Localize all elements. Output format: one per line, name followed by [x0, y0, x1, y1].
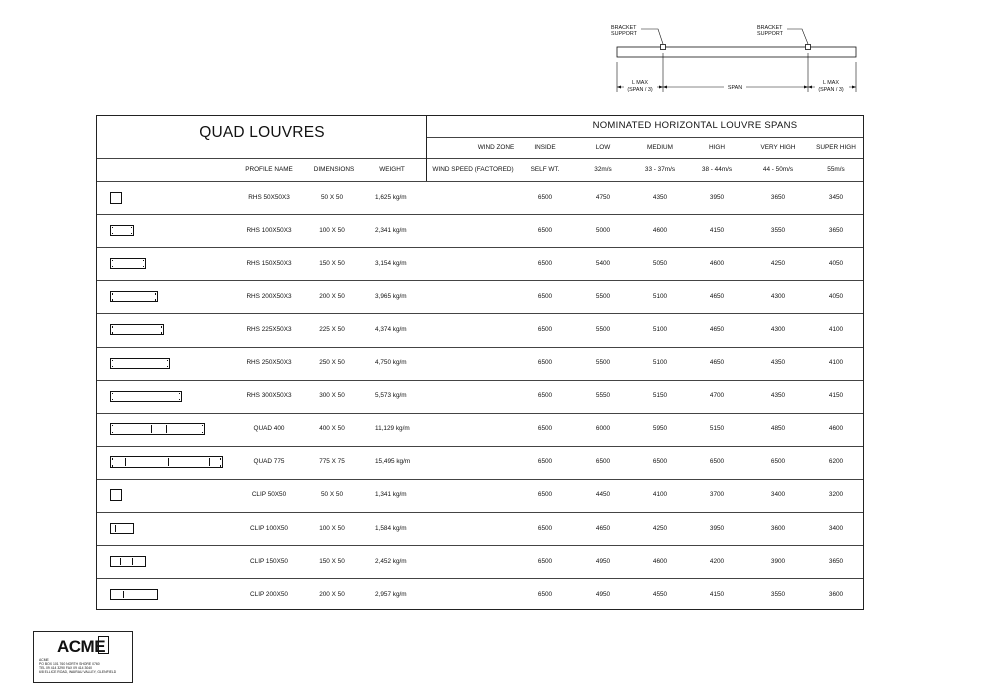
wind-speed-header: 32m/s [594, 166, 612, 173]
profile-section-icon [110, 291, 158, 302]
profile-dimensions: 200 X 50 [319, 590, 345, 598]
profile-section-icon [110, 324, 164, 335]
profile-name: RHS 250X50X3 [246, 359, 292, 367]
zone-header: INSIDE [534, 144, 556, 151]
span-value: 6500 [595, 458, 611, 466]
divider-header [97, 158, 863, 159]
profile-section-icon [110, 523, 134, 534]
company-title-block [33, 631, 133, 683]
row-divider [97, 578, 863, 579]
span-value: 4650 [595, 524, 611, 532]
span-value: 6500 [537, 359, 553, 367]
span-value: 4650 [709, 292, 725, 300]
profile-section-icon [110, 589, 158, 600]
bracket-label-right-1: BRACKET [757, 25, 783, 31]
row-divider [97, 347, 863, 348]
col-header-weight: WEIGHT [379, 166, 405, 173]
span-value: 3550 [770, 590, 786, 598]
span-value: 4350 [770, 359, 786, 367]
profile-dimensions: 50 X 50 [320, 491, 344, 499]
wind-zone-label: WIND ZONE [477, 144, 515, 151]
bracket-leader-left [641, 29, 663, 44]
span-value: 4950 [595, 557, 611, 565]
profile-name: RHS 300X50X3 [246, 392, 292, 400]
span-value: 4350 [770, 392, 786, 400]
profile-weight: 4,750 kg/m [375, 359, 407, 367]
profile-dimensions: 300 X 50 [319, 392, 345, 400]
span-value: 4650 [709, 325, 725, 333]
span-value: 4350 [652, 193, 668, 201]
bracket-label-right-2: SUPPORT [757, 31, 783, 37]
spans-title: NOMINATED HORIZONTAL LOUVRE SPANS [592, 120, 798, 131]
span-value: 6500 [652, 458, 668, 466]
span-value: 6500 [770, 458, 786, 466]
logo-frame-icon [98, 636, 109, 654]
profile-weight: 5,573 kg/m [375, 392, 407, 400]
span-value: 5550 [595, 392, 611, 400]
address-line-2: PO BOX 101 760 NORTH SHORE 0760 [39, 662, 100, 666]
span-value: 4600 [652, 557, 668, 565]
table-row [97, 380, 863, 413]
profile-section-icon [110, 391, 182, 402]
span-value: 6500 [537, 524, 553, 532]
profile-weight: 1,341 kg/m [375, 491, 407, 499]
span-value: 4600 [828, 425, 844, 433]
profile-dimensions: 200 X 50 [319, 292, 345, 300]
span-value: 4750 [595, 193, 611, 201]
span-value: 4250 [770, 259, 786, 267]
span-value: 5150 [709, 425, 725, 433]
wind-speed-header: 55m/s [827, 166, 845, 173]
span-value: 3650 [770, 193, 786, 201]
profile-name: RHS 150X50X3 [246, 259, 292, 267]
profile-section-icon [110, 556, 146, 567]
profile-weight: 2,957 kg/m [375, 590, 407, 598]
zone-header: SUPER HIGH [816, 144, 856, 151]
span-value: 4200 [709, 557, 725, 565]
profile-name: CLIP 100X50 [250, 524, 288, 532]
span-value: 6500 [537, 325, 553, 333]
span-value: 3400 [828, 524, 844, 532]
span-value: 3600 [828, 590, 844, 598]
profile-dimensions: 50 X 50 [320, 193, 344, 201]
span-value: 4050 [828, 292, 844, 300]
span-value: 6500 [537, 557, 553, 565]
span-value: 4850 [770, 425, 786, 433]
span-value: 3600 [770, 524, 786, 532]
profile-section-icon [110, 423, 205, 435]
col-header-dimensions: DIMENSIONS [313, 166, 355, 173]
row-divider [97, 413, 863, 414]
span-value: 5400 [595, 259, 611, 267]
span-value: 5500 [595, 325, 611, 333]
lmax-label-left: L MAX [632, 80, 648, 86]
profile-dimensions: 400 X 50 [319, 425, 345, 433]
span-value: 4050 [828, 259, 844, 267]
arrow-2 [659, 86, 663, 89]
louvre-beam [617, 47, 856, 57]
span-value: 5100 [652, 292, 668, 300]
span-value: 4550 [652, 590, 668, 598]
profile-name: CLIP 150X50 [250, 557, 288, 565]
profile-name: QUAD 400 [253, 425, 285, 433]
profile-name: RHS 100X50X3 [246, 226, 292, 234]
profile-weight: 2,452 kg/m [375, 557, 407, 565]
profile-weight: 4,374 kg/m [375, 325, 407, 333]
span-value: 4450 [595, 491, 611, 499]
bracket-label-left-2: SUPPORT [611, 31, 637, 37]
row-divider [97, 313, 863, 314]
profile-name: RHS 200X50X3 [246, 292, 292, 300]
span-value: 3950 [709, 193, 725, 201]
wind-speed-header: 33 - 37m/s [644, 166, 676, 173]
table-row [97, 181, 863, 214]
row-divider [97, 214, 863, 215]
divider-vertical-header [426, 116, 427, 181]
row-divider [97, 545, 863, 546]
span-value: 6500 [537, 491, 553, 499]
span-value: 3550 [770, 226, 786, 234]
span-value: 3950 [709, 524, 725, 532]
zone-header: VERY HIGH [760, 144, 796, 151]
span-value: 6500 [537, 193, 553, 201]
span-value: 5100 [652, 359, 668, 367]
profile-section-icon [110, 456, 223, 468]
bracket-square-left [661, 45, 666, 50]
span-value: 4150 [709, 590, 725, 598]
lmax-sub-right: (SPAN / 3) [818, 87, 844, 93]
span-value: 6500 [537, 226, 553, 234]
profile-weight: 3,965 kg/m [375, 292, 407, 300]
profile-name: RHS 50X50X3 [248, 193, 290, 201]
arrow-6 [852, 86, 856, 89]
span-value: 6500 [709, 458, 725, 466]
arrow-3 [663, 86, 667, 89]
profile-name: CLIP 200X50 [250, 590, 288, 598]
span-value: 4600 [709, 259, 725, 267]
span-value: 4700 [709, 392, 725, 400]
zone-header: LOW [595, 144, 611, 151]
table-row [97, 247, 863, 280]
row-divider [97, 479, 863, 480]
span-value: 3650 [828, 557, 844, 565]
lmax-sub-left: (SPAN / 3) [627, 87, 653, 93]
span-value: 6500 [537, 590, 553, 598]
table-row [97, 545, 863, 578]
row-divider [97, 247, 863, 248]
arrow-5 [808, 86, 812, 89]
wind-speed-header: 44 - 50m/s [762, 166, 794, 173]
table-row [97, 347, 863, 380]
profile-name: RHS 225X50X3 [246, 325, 292, 333]
profile-section-icon [110, 192, 122, 204]
profile-dimensions: 100 X 50 [319, 524, 345, 532]
span-value: 3650 [828, 226, 844, 234]
span-value: 3900 [770, 557, 786, 565]
profile-weight: 11,129 kg/m [375, 425, 410, 433]
span-value: 5150 [652, 392, 668, 400]
profile-dimensions: 775 X 75 [319, 458, 345, 466]
divider-spans-title [426, 137, 863, 138]
span-value: 4150 [828, 392, 844, 400]
span-value: 6200 [828, 458, 844, 466]
louvre-span-table [96, 115, 864, 610]
company-logo: ACME [57, 637, 106, 656]
profile-name: QUAD 775 [253, 458, 285, 466]
table-title: QUAD LOUVRES [199, 124, 325, 141]
row-divider [97, 446, 863, 447]
span-value: 4150 [709, 226, 725, 234]
span-value: 5500 [595, 292, 611, 300]
profile-dimensions: 225 X 50 [319, 325, 345, 333]
span-value: 6500 [537, 425, 553, 433]
span-value: 5500 [595, 359, 611, 367]
bracket-square-right [806, 45, 811, 50]
bracket-leader-right [787, 29, 808, 44]
span-value: 6500 [537, 392, 553, 400]
address-line-3: TEL 09 414 3290 FAX 09 414 3040 [39, 666, 93, 670]
profile-section-icon [110, 489, 122, 501]
arrow-1 [617, 86, 621, 89]
row-divider [97, 280, 863, 281]
profile-weight: 3,154 kg/m [375, 259, 407, 267]
address-line-4: 6/8 ELLICE ROAD, WAIRAU VALLEY, GLENFIELD [39, 670, 117, 674]
profile-dimensions: 150 X 50 [319, 557, 345, 565]
wind-speed-label: WIND SPEED (FACTORED) [432, 166, 514, 173]
table-row [97, 280, 863, 313]
bracket-label-left-1: BRACKET [611, 25, 637, 31]
profile-section-icon [110, 258, 146, 269]
table-row [97, 479, 863, 512]
span-label: SPAN [727, 85, 743, 91]
table-row [97, 578, 863, 611]
span-value: 4300 [770, 292, 786, 300]
zone-header: MEDIUM [647, 144, 673, 151]
span-value: 4950 [595, 590, 611, 598]
span-value: 6500 [537, 458, 553, 466]
span-value: 4100 [828, 359, 844, 367]
profile-dimensions: 100 X 50 [319, 226, 345, 234]
address-line-1: ACME [39, 658, 49, 662]
table-row [97, 313, 863, 346]
table-row [97, 413, 863, 446]
table-row [97, 512, 863, 545]
span-value: 4650 [709, 359, 725, 367]
span-value: 5000 [595, 226, 611, 234]
profile-weight: 15,495 kg/m [375, 458, 411, 466]
row-divider [97, 380, 863, 381]
profile-weight: 1,584 kg/m [375, 524, 407, 532]
span-value: 4600 [652, 226, 668, 234]
col-header-profile-name: PROFILE NAME [245, 166, 293, 173]
span-value: 4100 [652, 491, 668, 499]
profile-weight: 2,341 kg/m [375, 226, 407, 234]
wind-speed-header: 38 - 44m/s [701, 166, 733, 173]
span-value: 6000 [595, 425, 611, 433]
span-value: 4300 [770, 325, 786, 333]
span-diagram [600, 18, 870, 103]
span-value: 3200 [828, 491, 844, 499]
span-value: 3400 [770, 491, 786, 499]
row-divider [97, 512, 863, 513]
table-row [97, 214, 863, 247]
span-value: 3700 [709, 491, 725, 499]
span-value: 6500 [537, 292, 553, 300]
span-value: 6500 [537, 259, 553, 267]
profile-section-icon [110, 358, 170, 369]
zone-header: HIGH [709, 144, 725, 151]
profile-dimensions: 250 X 50 [319, 359, 345, 367]
span-value: 5950 [652, 425, 668, 433]
profile-dimensions: 150 X 50 [319, 259, 345, 267]
span-value: 5050 [652, 259, 668, 267]
span-value: 3450 [828, 193, 844, 201]
lmax-label-right: L MAX [823, 80, 839, 86]
wind-speed-header: SELF WT. [530, 166, 560, 173]
profile-section-icon [110, 225, 134, 236]
span-value: 4250 [652, 524, 668, 532]
span-value: 4100 [828, 325, 844, 333]
profile-name: CLIP 50X50 [251, 491, 287, 499]
arrow-4 [804, 86, 808, 89]
span-value: 5100 [652, 325, 668, 333]
profile-weight: 1,625 kg/m [375, 193, 407, 201]
